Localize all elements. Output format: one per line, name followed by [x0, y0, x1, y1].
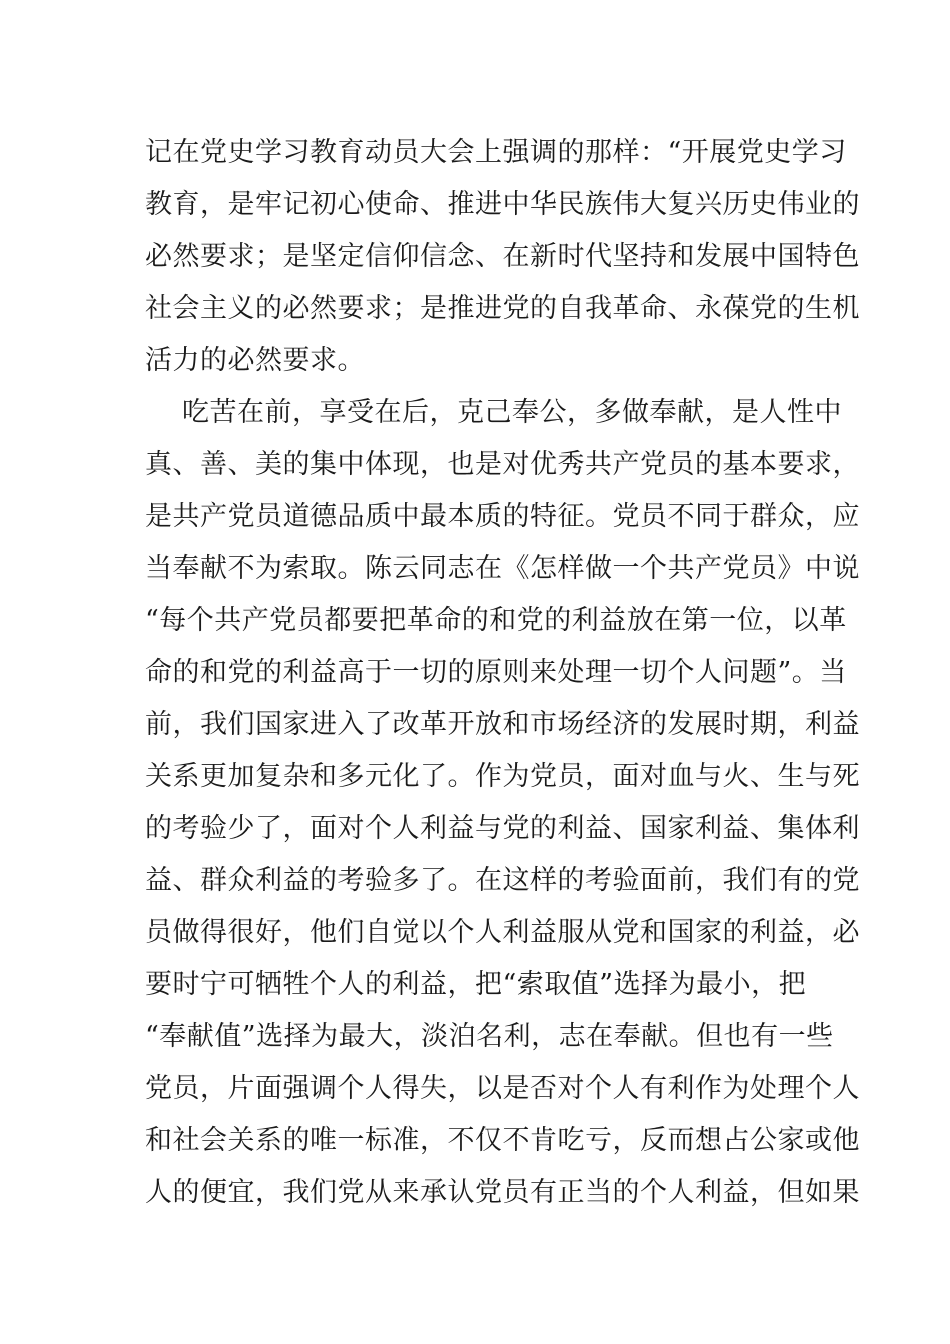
paragraph-2-line-2: 真、善、美的集中体现，也是对优秀共产党员的基本要求，: [145, 449, 860, 480]
paragraph-2-line-4: 当奉献不为索取。陈云同志在《怎样做一个共产党员》中说: [145, 553, 860, 584]
paragraph-2-line-6: 命的和党的利益高于一切的原则来处理一切个人问题”。当: [145, 657, 847, 688]
paragraph-1-line-5: 活力的必然要求。: [145, 345, 365, 376]
paragraph-2-line-5: “每个共产党员都要把革命的和党的利益放在第一位，以革: [145, 605, 847, 636]
paragraph-2-line-3: 是共产党员道德品质中最本质的特征。党员不同于群众，应: [145, 501, 860, 532]
paragraph-2-line-9: 的考验少了，面对个人利益与党的利益、国家利益、集体利: [145, 813, 860, 844]
paragraph-1-line-1: 记在党史学习教育动员大会上强调的那样：“开展党史学习: [145, 137, 847, 168]
paragraph-2-line-15: 和社会关系的唯一标准，不仅不肯吃亏，反而想占公家或他: [145, 1125, 860, 1156]
paragraph-2-line-7: 前，我们国家进入了改革开放和市场经济的发展时期，利益: [145, 709, 860, 740]
paragraph-2-line-10: 益、群众利益的考验多了。在这样的考验面前，我们有的党: [145, 865, 860, 896]
paragraph-2-line-1: 吃苦在前，享受在后，克己奉公，多做奉献，是人性中: [182, 397, 842, 428]
paragraph-1-line-3: 必然要求；是坚定信仰信念、在新时代坚持和发展中国特色: [145, 241, 860, 272]
paragraph-1-line-2: 教育，是牢记初心使命、推进中华民族伟大复兴历史伟业的: [145, 189, 860, 220]
paragraph-2-line-8: 关系更加复杂和多元化了。作为党员，面对血与火、生与死: [145, 761, 860, 792]
paragraph-2-line-13: “奉献值”选择为最大，淡泊名利，志在奉献。但也有一些: [145, 1021, 834, 1052]
paragraph-2-line-14: 党员，片面强调个人得失，以是否对个人有利作为处理个人: [145, 1073, 860, 1104]
paragraph-1-line-4: 社会主义的必然要求；是推进党的自我革命、永葆党的生机: [145, 293, 860, 324]
paragraph-2-line-16: 人的便宜，我们党从来承认党员有正当的个人利益，但如果: [145, 1177, 860, 1208]
paragraph-2-line-11: 员做得很好，他们自觉以个人利益服从党和国家的利益，必: [145, 917, 860, 948]
paragraph-2-line-12: 要时宁可牺牲个人的利益，把“索取值”选择为最小，把: [145, 969, 807, 1000]
